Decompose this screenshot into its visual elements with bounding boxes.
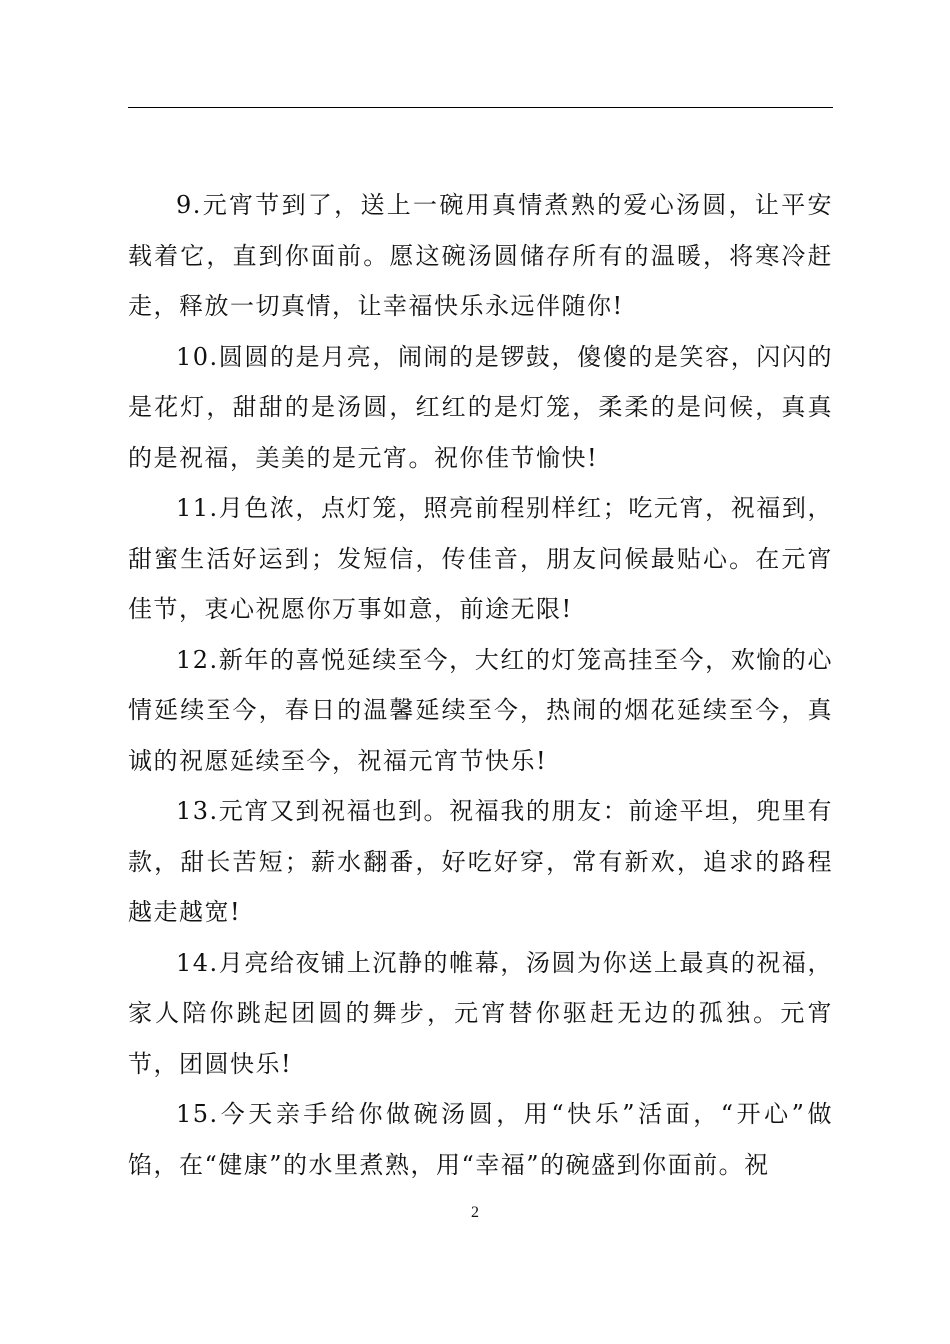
paragraph-10: 10.圆圆的是月亮，闹闹的是锣鼓，傻傻的是笑容，闪闪的是花灯，甜甜的是汤圆，红红的是灯笼，柔柔的是问候，真真的是祝福，美美的是元宵。祝你佳节愉快! — [128, 342, 833, 472]
paragraph-15: 15.今天亲手给你做碗汤圆，用“快乐”活面，“开心”做馅，在“健康”的水里煮熟，用“幸福”的碗盛到你面前。祝 — [128, 1100, 833, 1179]
header-rule — [128, 107, 833, 108]
paragraph-13: 13.元宵又到祝福也到。祝福我的朋友：前途平坦，兜里有款，甜长苦短；薪水翻番，好吃好穿，常有新欢，追求的路程越走越宽! — [128, 797, 833, 926]
paragraph-11: 11.月色浓，点灯笼，照亮前程别样红；吃元宵，祝福到，甜蜜生活好运到；发短信，传佳音，朋友问候最贴心。在元宵佳节，衷心祝愿你万事如意，前途无限! — [128, 494, 833, 623]
paragraph-12: 12.新年的喜悦延续至今，大红的灯笼高挂至今，欢愉的心情延续至今，春日的温馨延续至今，热闹的烟花延续至今，真诚的祝愿延续至今，祝福元宵节快乐! — [128, 645, 833, 775]
paragraph-9: 9.元宵节到了，送上一碗用真情煮熟的爱心汤圆，让平安载着它，直到你面前。愿这碗汤圆储存所有的温暖，将寒冷赶走，释放一切真情，让幸福快乐永远伴随你! — [128, 191, 833, 320]
paragraph-14: 14.月亮给夜铺上沉静的帷幕，汤圆为你送上最真的祝福，家人陪你跳起团圆的舞步，元宵替你驱赶无边的孤独。元宵节，团圆快乐! — [128, 948, 833, 1078]
page-number: 2 — [471, 1204, 479, 1221]
document-body — [128, 180, 833, 1190]
